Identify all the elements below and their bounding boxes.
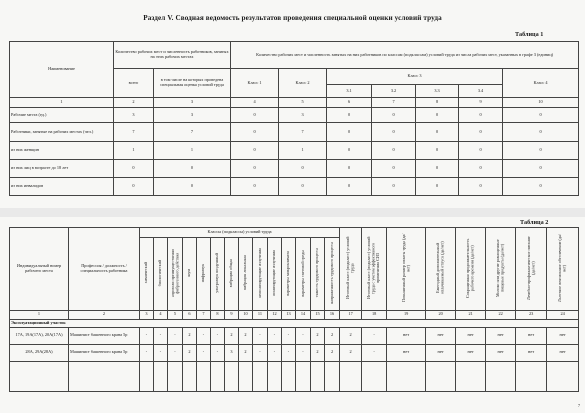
cell: 0 <box>416 123 459 142</box>
cell: - <box>253 327 268 344</box>
col-number: 19 <box>387 310 426 319</box>
col-number: 9 <box>459 98 503 108</box>
col-number: 10 <box>239 310 253 319</box>
table-row <box>10 160 579 178</box>
empty-cell <box>239 361 253 391</box>
col-number: 24 <box>547 310 579 319</box>
cell: - <box>282 327 296 344</box>
cell: 0 <box>327 142 372 160</box>
cell: нет <box>456 344 486 361</box>
col-number: 7 <box>197 310 211 319</box>
factor-header: вибрация общая <box>225 238 239 311</box>
cell: 0 <box>231 123 279 142</box>
cell: 2 <box>325 327 340 344</box>
factor-header: Итоговый класс (подкласс) условий труда <box>340 228 362 311</box>
cell: - <box>282 344 296 361</box>
cell: нет <box>486 327 516 344</box>
cell: 0 <box>416 160 459 178</box>
cell: нет <box>426 327 456 344</box>
row-label: Рабочие места (ед.) <box>10 108 114 123</box>
empty-cell <box>69 361 140 391</box>
factor-header: напряженность трудового процесса <box>325 238 340 311</box>
section-title: Раздел V. Сводная ведомость результатов проведения специальной оценки условий труда <box>143 14 442 22</box>
table-row <box>10 123 579 142</box>
cell: 0 <box>327 123 372 142</box>
factor-header: Ежегодный дополнительный оплачиваемый отпуск (да/нет) <box>426 228 456 311</box>
empty-cell <box>253 361 268 391</box>
cell: 0 <box>231 108 279 123</box>
cell: - <box>154 327 168 344</box>
cell: 2 <box>311 327 325 344</box>
cell: - <box>296 327 311 344</box>
empty-cell <box>340 361 362 391</box>
cell: 0 <box>114 160 154 178</box>
row-label: из них инвалидов <box>10 178 114 196</box>
cell: 0 <box>503 142 579 160</box>
col-number: 10 <box>503 98 579 108</box>
cell: 0 <box>327 108 372 123</box>
row-label: Работники, занятые на рабочих местах (чел.) <box>10 123 114 142</box>
factor-header: биологический <box>154 238 168 311</box>
factor-header: тяжесть трудового процесса <box>311 238 325 311</box>
cell: нет <box>516 327 547 344</box>
cell: 0 <box>372 108 416 123</box>
count-group-header: Количество рабочих мест и численность работников, занятых на этих рабочих местах <box>114 42 231 69</box>
empty-cell <box>211 361 225 391</box>
factors-group-header: Классы (подклассы) условий труда <box>140 228 340 238</box>
summary-table-2 <box>9 227 579 392</box>
row-label: из них женщин <box>10 142 114 160</box>
column-numbers-row <box>10 310 579 319</box>
cell: 0 <box>503 160 579 178</box>
classes-group-header: Количество рабочих мест и численность занятых на них работников по классам (подклассам) условий труда из числа рабочих мест, указанных в графе 3 (единиц) <box>231 42 579 69</box>
table2-caption: Таблица 2 <box>520 219 549 226</box>
col-number: 11 <box>253 310 268 319</box>
cell: 0 <box>416 178 459 196</box>
factor-header: параметры микроклимата <box>282 238 296 311</box>
cell: 0 <box>327 160 372 178</box>
cell: - <box>197 344 211 361</box>
empty-cell <box>362 361 387 391</box>
empty-cell <box>516 361 547 391</box>
col-number: 12 <box>268 310 282 319</box>
col-number: 16 <box>325 310 340 319</box>
table-row <box>10 344 579 361</box>
empty-cell <box>168 361 183 391</box>
class1-header: Класс 1 <box>231 69 279 98</box>
sub-header: 3.4 <box>459 85 503 98</box>
cell: 3 <box>154 108 231 123</box>
empty-cell <box>311 361 325 391</box>
workplace-id: 17А, 19А(17А), 20А(17А) <box>10 327 69 344</box>
page-break-gap <box>0 208 585 217</box>
cell: - <box>362 344 387 361</box>
empty-cell <box>268 361 282 391</box>
empty-cell <box>197 361 211 391</box>
empty-cell <box>154 361 168 391</box>
col-number: 18 <box>362 310 387 319</box>
col-name-header: Наименование <box>10 42 114 98</box>
cell: - <box>211 344 225 361</box>
factor-header: параметры световой среды <box>296 238 311 311</box>
cell: - <box>140 344 154 361</box>
cell: - <box>168 327 183 344</box>
id-header: Индивидуальный номер рабочего места <box>10 228 69 311</box>
cell: 2 <box>325 344 340 361</box>
cell: 2 <box>239 327 253 344</box>
factor-header: Молоко или другие равноценные пищевые продукты (да/нет) <box>486 228 516 311</box>
cell: 2 <box>183 344 197 361</box>
cell: нет <box>387 327 426 344</box>
section-label: Эксплуатационный участок <box>10 319 579 327</box>
sub-header: 3.1 <box>327 85 372 98</box>
factor-header: неионизирующие излучения <box>253 238 268 311</box>
class2-header: Класс 2 <box>279 69 327 98</box>
cell: 2 <box>183 327 197 344</box>
cell: 0 <box>372 123 416 142</box>
cell: 0 <box>372 160 416 178</box>
col-number: 1 <box>10 310 69 319</box>
column-numbers-row <box>10 98 579 108</box>
cell: 0 <box>459 142 503 160</box>
cell: - <box>168 344 183 361</box>
table-row <box>10 108 579 123</box>
factor-header: ультразвук воздушный <box>211 238 225 311</box>
empty-cell <box>486 361 516 391</box>
empty-cell <box>225 361 239 391</box>
factor-header: химический <box>140 238 154 311</box>
cell: - <box>268 327 282 344</box>
cell: 0 <box>503 108 579 123</box>
col-number: 22 <box>486 310 516 319</box>
cell: 0 <box>327 178 372 196</box>
factor-header: шум <box>183 238 197 311</box>
col-number: 9 <box>225 310 239 319</box>
empty-cell <box>387 361 426 391</box>
col-number: 23 <box>516 310 547 319</box>
class4-header: Класс 4 <box>503 69 579 98</box>
cell: 1 <box>114 142 154 160</box>
empty-cell <box>456 361 486 391</box>
factor-header: ионизирующие излучения <box>268 238 282 311</box>
cell: - <box>268 344 282 361</box>
col-number: 2 <box>114 98 154 108</box>
cell: 0 <box>459 178 503 196</box>
col-number: 8 <box>211 310 225 319</box>
col-number: 3 <box>154 98 231 108</box>
cell: нет <box>547 327 579 344</box>
cell: 0 <box>231 142 279 160</box>
empty-cell <box>10 361 69 391</box>
table-row <box>10 178 579 196</box>
cell: 2 <box>311 344 325 361</box>
cell: 0 <box>154 178 231 196</box>
cell: 0 <box>231 178 279 196</box>
cell: 2 <box>340 344 362 361</box>
cell: 2 <box>340 327 362 344</box>
incl-header: в том числе на которых проведена специальная оценка условий труда <box>154 69 231 98</box>
sub-header: 3.3 <box>416 85 459 98</box>
cell: 7 <box>279 123 327 142</box>
col-number: 5 <box>279 98 327 108</box>
cell: - <box>140 327 154 344</box>
cell: 7 <box>154 123 231 142</box>
col-number: 14 <box>296 310 311 319</box>
col-number: 13 <box>282 310 296 319</box>
cell: 1 <box>279 142 327 160</box>
cell: 0 <box>503 123 579 142</box>
empty-row <box>10 361 579 391</box>
cell: 0 <box>154 160 231 178</box>
factor-header: Лечебно-профилактическое питание (да/нет) <box>516 228 547 311</box>
col-number: 17 <box>340 310 362 319</box>
empty-cell <box>296 361 311 391</box>
cell: 0 <box>372 142 416 160</box>
cell: нет <box>456 327 486 344</box>
cell: нет <box>547 344 579 361</box>
factor-header: вибрация локальная <box>239 238 253 311</box>
cell: 0 <box>416 142 459 160</box>
cell: нет <box>486 344 516 361</box>
col-number: 4 <box>154 310 168 319</box>
cell: 2 <box>239 344 253 361</box>
cell: 3 <box>279 108 327 123</box>
col-number: 1 <box>10 98 114 108</box>
cell: 0 <box>279 160 327 178</box>
cell: нет <box>387 344 426 361</box>
cell: 3 <box>114 108 154 123</box>
cell: 0 <box>231 160 279 178</box>
factor-header: Льготное пенсионное обеспечение (да/нет) <box>547 228 579 311</box>
cell: нет <box>426 344 456 361</box>
row-label: из них лиц в возрасте до 18 лет <box>10 160 114 178</box>
col-number: 5 <box>168 310 183 319</box>
total-header: всего <box>114 69 154 98</box>
factor-header: Повышенный размер оплаты труда (да/нет) <box>387 228 426 311</box>
cell: - <box>154 344 168 361</box>
empty-cell <box>183 361 197 391</box>
page-number: 7 <box>578 403 580 408</box>
col-number: 6 <box>183 310 197 319</box>
cell: нет <box>516 344 547 361</box>
col-number: 4 <box>231 98 279 108</box>
cell: 0 <box>503 178 579 196</box>
class3-header: Класс 3 <box>327 69 503 85</box>
col-number: 20 <box>426 310 456 319</box>
col-number: 8 <box>416 98 459 108</box>
cell: 2 <box>225 327 239 344</box>
cell: 0 <box>372 178 416 196</box>
cell: - <box>197 327 211 344</box>
cell: 0 <box>459 160 503 178</box>
table-row <box>10 142 579 160</box>
cell: 3 <box>225 344 239 361</box>
cell: - <box>253 344 268 361</box>
profession-cell: Машинист башенного крана 5р <box>69 327 140 344</box>
cell: 7 <box>114 123 154 142</box>
empty-cell <box>325 361 340 391</box>
table-row <box>10 327 579 344</box>
col-number: 21 <box>456 310 486 319</box>
factor-header: аэрозоли преимущественно фиброгенного действия <box>168 238 183 311</box>
col-number: 2 <box>69 310 140 319</box>
col-number: 3 <box>140 310 154 319</box>
cell: 0 <box>459 123 503 142</box>
cell: 0 <box>279 178 327 196</box>
empty-cell <box>426 361 456 391</box>
table1-caption: Таблица 1 <box>515 31 544 38</box>
cell: 0 <box>114 178 154 196</box>
col-number: 15 <box>311 310 325 319</box>
empty-cell <box>140 361 154 391</box>
profession-cell: Машинист башенного крана 5р <box>69 344 140 361</box>
empty-cell <box>547 361 579 391</box>
cell: 0 <box>416 108 459 123</box>
factor-header: инфразвук <box>197 238 211 311</box>
cell: - <box>211 327 225 344</box>
cell: - <box>362 327 387 344</box>
cell: 1 <box>154 142 231 160</box>
col-number: 7 <box>372 98 416 108</box>
empty-cell <box>282 361 296 391</box>
factor-header: Итоговый класс (подкласс) условий труда с учетом эффективного применения СИЗ <box>362 228 387 311</box>
cell: 0 <box>459 108 503 123</box>
summary-table-1 <box>9 41 579 196</box>
cell: - <box>296 344 311 361</box>
factor-header: Сокращенная продолжительность рабочего времени (да/нет) <box>456 228 486 311</box>
section-row <box>10 319 579 327</box>
sub-header: 3.2 <box>372 85 416 98</box>
profession-header: Профессия / должность / специальность работника <box>69 228 140 311</box>
col-number: 6 <box>327 98 372 108</box>
workplace-id: 28А, 29А(28А) <box>10 344 69 361</box>
